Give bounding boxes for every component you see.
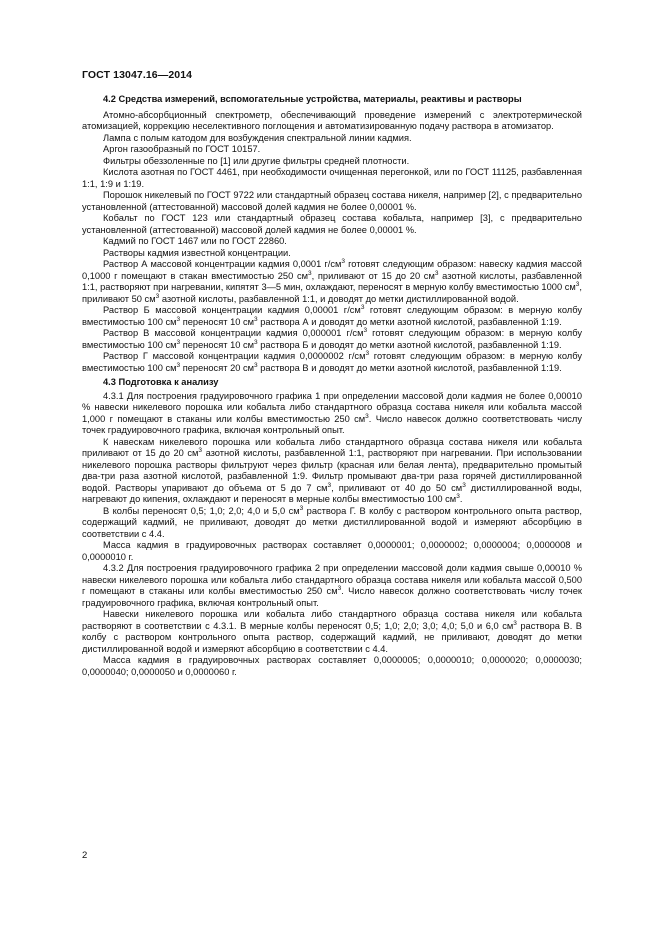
section-4-2-heading: 4.2 Средства измерений, вспомогательные устройства, материалы, реактивы и растворы xyxy=(103,94,522,104)
paragraph-mass-graph-1: Масса кадмия в градуировочных растворах составляет 0,0000001; 0,0000002; 0,0000004; 0,0000008 и 0,0000010 г. xyxy=(82,540,582,562)
paragraph-flasks-v: Навески никелевого порошка или кобальта либо стандартного образца состава никеля или кобальта растворяют в соответствии с 4.3.1. В мерные колбы переносят 0,5; 1,0; 2,0; 3,0; 4,0; 5,0 и 6,0 $см^3$ раствора В. В колбу с раствором контрольного опыта раствор, содержащий кадмий, не приливают, доводят до метки дистиллированной водой и измеряют абсорбцию в соответствии с 4.4. xyxy=(82,609,583,654)
standard-header: ГОСТ 13047.16—2014 xyxy=(82,69,193,81)
paragraph-solution-b: Раствор Б массовой концентрации кадмия 0,00001 $г/см^3$ готовят следующим образом: в мерную колбу вместимостью 100 $см^3$ переносят 10 $см^3$ раствора А и доводят до метки азотной кислотой, разбавленной 1:19. xyxy=(82,304,582,327)
paragraph-argon: Аргон газообразный по ГОСТ 10157. xyxy=(103,144,261,154)
paragraph-filters: Фильтры обеззоленные по [1] или другие фильтры средней плотности. xyxy=(103,155,410,166)
paragraph-lamp: Лампа с полым катодом для возбуждения спектральной линии кадмия. xyxy=(103,132,412,143)
page-number: 2 xyxy=(82,850,88,861)
paragraph-mass-graph-2: Масса кадмия в градуировочных растворах составляет 0,0000005; 0,0000010; 0,0000020; 0,0000030; 0,0000040; 0,0000050 и 0,0000060 г. xyxy=(82,655,582,677)
paragraph-solution-v: Раствор В массовой концентрации кадмия 0,000001 $г/см^3$ готовят следующим образом: в мерную колбу вместимостью 100 $см^3$ переносят 10 $см^3$ раствора Б и доводят до метки азотной кислотой, разбавленной 1:19. xyxy=(82,327,583,350)
paragraph-spectrometer: Атомно-абсорбционный спектрометр, обеспечивающий проведение измерений с электротермической атомизацией, коррекцию неселективного поглощения и автоматизированную подачу раствора в атомизатор. xyxy=(82,109,582,131)
paragraph-nitric-acid: Кислота азотная по ГОСТ 4461, при необходимости очищенная перегонкой, или по ГОСТ 11125, разбавленная 1:1, 1:9 и 1:19. xyxy=(82,167,582,189)
paragraph-cadmium: Кадмий по ГОСТ 1467 или по ГОСТ 22860. xyxy=(103,236,287,246)
paragraph-solution-g: Раствор Г массовой концентрации кадмия 0,0000002 $г/см^3$ готовят следующим образом: в мерную колбу вместимостью 100 $см^3$ переносят 20 $см^3$ раствора В и доводят до метки азотной кислотой, разбавленной 1:19. xyxy=(82,350,582,373)
paragraph-4-3-1: 4.3.1 Для построения градуировочного графика 1 при определении массовой доли кадмия не более 0,00010 % навески никелевого порошка или кобальта либо стандартного образца состава никеля или кобальта массой 1,000 г помещают в стаканы или колбы вместимостью 250 $см^3$. Число навесок должно соответствовать числу точек градуировочного графика, включая контрольный опыт. xyxy=(82,390,582,435)
paragraph-solution-a: Раствор А массовой концентрации кадмия 0,0001 $г/см^3$ готовят следующим образом: навеску кадмия массой 0,1000 г помещают в стакан вместимостью 250 $см^3$, приливают от 15 до 20 $см^3$ азотной кислоты, разбавленной 1:1, растворяют при нагревании, кипятят 3—5 мин, охлаждают, переносят в мерную колбу вместимостью 1000 $см^3$, приливают 50 $см^3$ азотной кислоты, разбавленной 1:1, и доводят до метки дистиллированной водой. xyxy=(82,258,582,304)
paragraph-nickel-powder: Порошок никелевый по ГОСТ 9722 или стандартный образец состава никеля, например [2], с предварительно установленной (аттестованной) массовой долей кадмия не более 0,00001 %. xyxy=(82,190,582,212)
document-body xyxy=(82,94,582,678)
paragraph-cobalt: Кобальт по ГОСТ 123 или стандартный образец состава кобальта, например [3], с предварительно установленной (аттестованной) массовой долей кадмия не более 0,00001 %. xyxy=(82,213,582,235)
paragraph-flasks-g: В колбы переносят 0,5; 1,0; 2,0; 4,0 и 5,0 $см^3$ раствора Г. В колбу с раствором контрольного опыта раствор, содержащий кадмий, не приливают, доводят до метки дистиллированной водой и измеряют абсорбцию в соответствии с 4.4. xyxy=(82,504,582,539)
paragraph-cadmium-solutions: Растворы кадмия известной концентрации. xyxy=(103,247,291,258)
section-4-3-heading: 4.3 Подготовка к анализу xyxy=(103,377,219,387)
paragraph-4-3-2: 4.3.2 Для построения градуировочного графика 2 при определении массовой доли кадмия свыше 0,00010 % навески никелевого порошка или кобальта либо стандартного образца состава никеля или кобальта массой 0,500 г помещают в стаканы или колбы вместимостью 250 $см^3$. Число навесок должно соответствовать числу точек градуировочного графика, включая контрольный опыт. xyxy=(82,563,582,608)
paragraph-dissolution: К навескам никелевого порошка или кобальта либо стандартного образца состава никеля или кобальта приливают от 15 до 20 $см^3$ азотной кислоты, разбавленной 1:1, растворяют при нагревании. При использовании никелевого порошка растворы фильтруют через фильтр (красная или белая лента), предварительно промытый два-три раза азотной кислотой, разбавленной 1:9. Фильтр промывают два-три раза горячей дистиллированной водой. Растворы упаривают до объема от 5 до 7 $см^3$, приливают от 40 до 50 $см^3$ дистиллированной воды, нагревают до кипения, охлаждают и переносят в мерные колбы вместимостью 100 $см^3$. xyxy=(82,436,582,504)
